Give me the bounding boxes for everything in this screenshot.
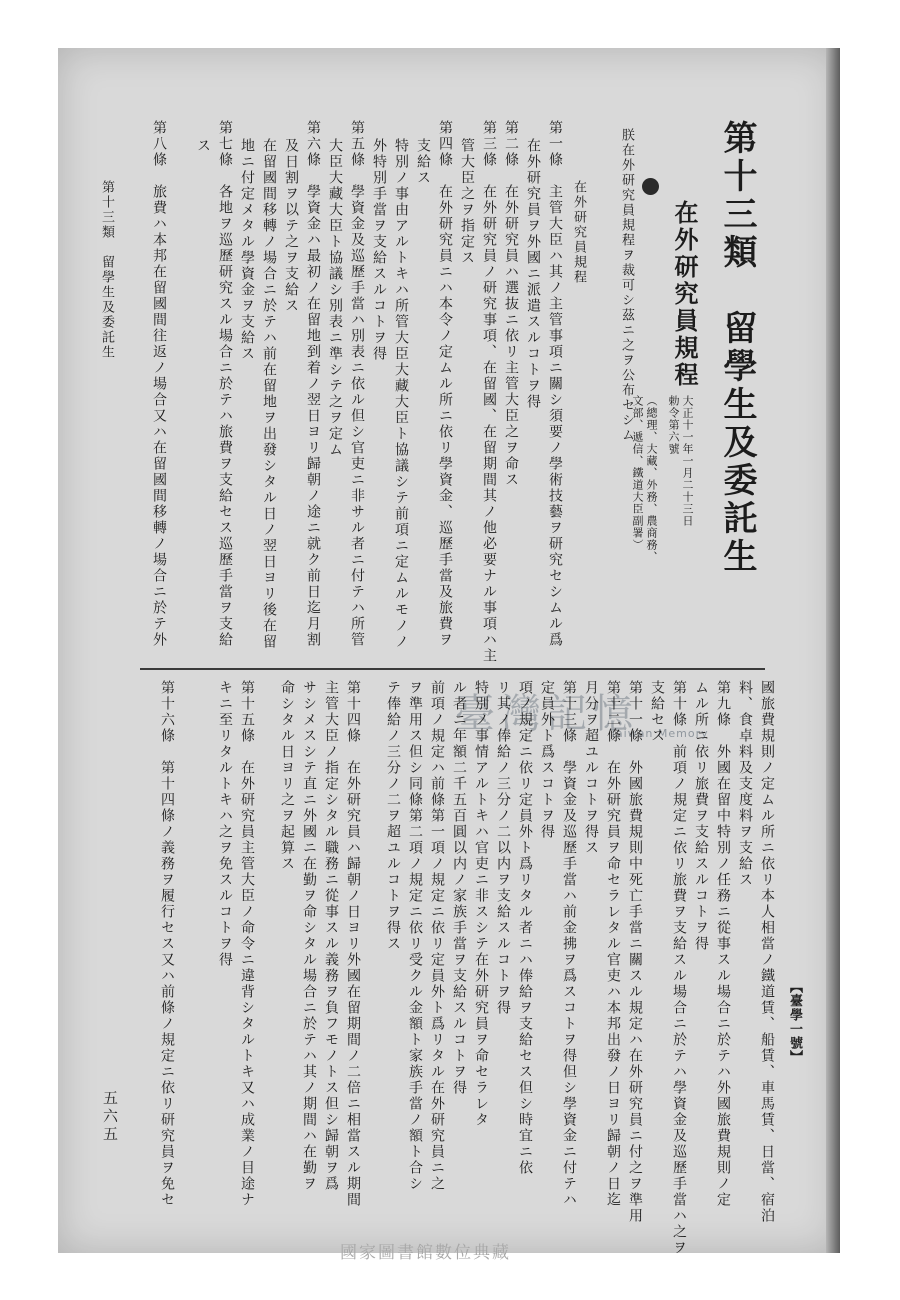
upper-column: 支給ス: [415, 138, 431, 186]
upper-column: 第三條 在外研究員ノ研究事項、在留國、在留期間其ノ他必要ナル事項ハ主: [481, 120, 497, 664]
regulation-title: 在外研究員規程: [670, 200, 699, 389]
decree-number: 勅令第六號: [667, 395, 680, 455]
lower-column: 項ノ規定ニ依リ定員外ト爲リタル者ニハ俸給ヲ支給セス但シ時宜ニ依: [517, 680, 533, 1176]
upper-column: 在外研究員ヲ外國ニ派遣スルコトヲ得: [525, 138, 541, 410]
upper-column: 第七條 各地ヲ巡歷研究スル場合ニ於テハ旅費ヲ支給セス巡歷手當ヲ支給: [217, 120, 233, 648]
watermark-text: 臺灣記憶: [455, 691, 639, 737]
upper-column: 第五條 學資金及巡歷手當ハ別表ニ依ル但シ官吏ニ非サル者ニ付テハ所管: [349, 120, 365, 648]
lower-column: 第十條 前項ノ規定ニ依リ旅費ヲ支給スル場合ニ於テハ學資金及巡歷手當ハ之ヲ: [671, 680, 687, 1256]
watermark-subtext: Taiwan Memory: [610, 727, 709, 740]
lower-column: 第十四條 在外研究員ハ歸朝ノ日ヨリ外國在留期間ノ二倍ニ相當スル期間: [345, 680, 361, 1208]
lower-column: 第十五條 在外研究員主管大臣ノ命令ニ違背シタルトキ又ハ成業ノ目途ナ: [239, 680, 255, 1208]
lower-column: キニ至リタルトキハ之ヲ免スルコトヲ得: [217, 680, 233, 968]
lower-column: 第十二條 在外研究員ヲ命セラレタル官吏ハ本邦出發ノ日ヨリ歸朝ノ日迄: [605, 680, 621, 1208]
lower-column: ヲ準用ス但シ同條第二項ノ規定ニ依リ受クル金額ト家族手當ノ額ト合シ: [407, 680, 423, 1192]
upper-column: 地ニ付定メタル學資金ヲ支給ス: [239, 138, 255, 362]
lower-column: リ其ノ俸給ノ三分ノ二以内ヲ支給スルコトヲ得: [495, 680, 511, 1016]
lower-column: 第九條 外國在留中特別ノ任務ニ從事スル場合ニ於テハ外國旅費規則ノ定: [715, 680, 731, 1208]
upper-column: 特別ノ事由アルトキハ所管大臣大藏大臣ト協議シテ前項ニ定ムルモノノ: [393, 138, 409, 650]
lower-column: 主管大臣ノ指定シタル職務ニ從事スル義務ヲ負フモノトス但シ歸朝ヲ爲: [323, 680, 339, 1192]
upper-column: 大臣大藏大臣ト協議シ別表ニ準シテ之ヲ定ム: [327, 138, 343, 458]
reg-heading: 在外研究員規程: [571, 180, 586, 285]
category-title: 第十三類 留學生及委託生: [717, 120, 757, 576]
running-head: 第十三類 留學生及委託生: [99, 180, 114, 360]
lower-column: 第十三條 學資金及巡歷手當ハ前金拂ヲ爲スコトヲ得但シ學資金ニ付テハ: [561, 680, 577, 1208]
upper-column: 管大臣之ヲ指定ス: [459, 138, 475, 266]
signatories-line-2: 文部、遞信、鐵道大臣副署）: [631, 395, 644, 551]
page-number: 五六五: [101, 1090, 119, 1144]
section-divider: [140, 668, 765, 670]
lower-column: 特別ノ事情アルトキハ官吏ニ非スシテ在外研究員ヲ命セラレタ: [473, 680, 489, 1128]
volume-tag: 【臺學一號】: [787, 980, 802, 1064]
upper-column: 及日割ヲ以テ之ヲ支給ス: [283, 138, 299, 314]
lower-column: 第十一條 外國旅費規則中死亡手當ニ關スル規定ハ在外研究員ニ付之ヲ準用: [627, 680, 643, 1224]
bullet-mark-icon: [642, 178, 659, 195]
upper-column: 第一條 主管大臣ハ其ノ主管事項ニ關シ須要ノ學術技藝ヲ研究セシムル爲: [547, 120, 563, 648]
lower-column: 支給セス: [649, 680, 665, 744]
lower-column: 國旅費規則ノ定ムル所ニ依リ本人相當ノ鐵道賃、船賃、車馬賃、日當、宿泊: [759, 680, 775, 1224]
upper-column: ス: [195, 138, 211, 154]
preamble: 朕在外研究員規程ヲ裁可シ茲ニ之ヲ公布セシム: [619, 128, 634, 443]
lower-column: サシメスシテ直ニ外國ニ在勤ヲ命シタル場合ニ於テハ其ノ期間ハ在勤ヲ: [301, 680, 317, 1192]
lower-column: 料、食卓料及支度料ヲ支給ス: [737, 680, 753, 888]
lower-column: 月分ヲ超ユルコトヲ得ス: [583, 680, 599, 856]
lower-column: テ俸給ノ三分ノ二ヲ超ユルコトヲ得ス: [385, 680, 401, 952]
lower-column: 命シタル日ヨリ之ヲ起算ス: [279, 680, 295, 872]
book-spine-shadow: [826, 48, 840, 1253]
lower-column: ル者ニ年額二千五百圓以内ノ家族手當ヲ支給スルコトヲ得: [451, 680, 467, 1096]
upper-column: 第六條 學資金ハ最初ノ在留地到着ノ翌日ヨリ歸朝ノ途ニ就ク前日迄月割: [305, 120, 321, 648]
lower-column: 第十六條 第十四條ノ義務ヲ履行セス又ハ前條ノ規定ニ依リ研究員ヲ免セ: [159, 680, 175, 1208]
lower-column: 前項ノ規定ハ前條第一項ノ規定ニ依リ定員外ト爲リタル在外研究員ニ之: [429, 680, 445, 1192]
upper-column: 第八條 旅費ハ本邦在留國間往返ノ場合又ハ在留國間移轉ノ場合ニ於テ外: [151, 120, 167, 648]
signatories-line-1: （總理、大藏、外務、農商務、: [645, 395, 658, 563]
upper-column: 外特別手當ヲ支給スルコトヲ得: [371, 138, 387, 362]
upper-column: 第四條 在外研究員ニハ本令ノ定ムル所ニ依リ學資金、巡歷手當及旅費ヲ: [437, 120, 453, 648]
lower-column: 定員外ト爲スコトヲ得: [539, 680, 555, 840]
date-line: 大正十一年一月二十三日: [681, 395, 694, 527]
lower-column: ムル所ニ依リ旅費ヲ支給スルコトヲ得: [693, 680, 709, 952]
upper-column: 第二條 在外研究員ハ選抜ニ依リ主管大臣之ヲ命ス: [503, 120, 519, 488]
upper-column: 在留國間移轉ノ場合ニ於テハ前在留地ヲ出發シタル日ノ翌日ヨリ後在留: [261, 138, 277, 650]
footer-credit: 國家圖書館數位典藏: [340, 1243, 511, 1263]
